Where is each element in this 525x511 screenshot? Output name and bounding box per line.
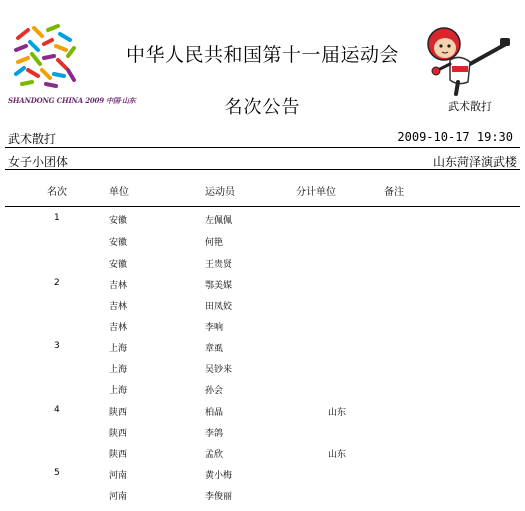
- table-row: [0, 383, 525, 405]
- unit-cell: 吉林: [109, 281, 128, 291]
- mascot-caption: 武术散打: [448, 100, 492, 113]
- athlete-cell: 左佩佩: [205, 216, 233, 226]
- unit-cell: 安徽: [109, 216, 128, 226]
- table-row: [0, 447, 525, 469]
- table-row: [0, 257, 525, 279]
- page-title: 中华人民共和国第十一届运动会: [125, 44, 399, 66]
- unit-cell: 河南: [109, 492, 128, 502]
- table-row: [0, 489, 525, 511]
- logo-caption: SHANDONG CHINA 2009 中国·山东: [8, 96, 136, 105]
- unit-cell: 陕西: [109, 429, 128, 439]
- table-row: [0, 213, 525, 235]
- column-header-remarks: 备注: [384, 187, 404, 198]
- athlete-cell: 何艳: [205, 238, 224, 248]
- athlete-cell: 吴钞来: [205, 365, 233, 375]
- rank-cell: 4: [54, 405, 60, 415]
- table-row: [0, 405, 525, 427]
- table-row: [0, 235, 525, 257]
- unit-cell: 上海: [109, 365, 128, 375]
- athlete-cell: 黄小梅: [205, 471, 233, 481]
- event-name: 武术散打: [8, 132, 57, 146]
- table-row: [0, 299, 525, 321]
- mascot-icon: [420, 20, 512, 96]
- sub-unit-cell: 山东: [328, 408, 347, 418]
- unit-cell: 安徽: [109, 260, 128, 270]
- unit-cell: 安徽: [109, 238, 128, 248]
- athlete-cell: 孙会: [205, 386, 224, 396]
- table-row: [0, 341, 525, 363]
- sub-unit-cell: 山东: [328, 450, 347, 460]
- column-header-sub-unit: 分计单位: [296, 187, 336, 198]
- rank-cell: 2: [54, 278, 60, 288]
- rank-cell: 3: [54, 341, 60, 351]
- unit-cell: 吉林: [109, 302, 128, 312]
- page-subtitle: 名次公告: [224, 97, 301, 118]
- unit-cell: 陕西: [109, 408, 128, 418]
- athlete-cell: 李鸽: [205, 429, 224, 439]
- unit-cell: 上海: [109, 344, 128, 354]
- column-header-unit: 单位: [109, 187, 129, 198]
- athlete-cell: 鄂美媒: [205, 281, 233, 291]
- event-datetime: 2009-10-17 19:30: [397, 130, 513, 144]
- rank-cell: 1: [54, 213, 60, 223]
- unit-cell: 上海: [109, 386, 128, 396]
- table-row: [0, 278, 525, 300]
- athlete-cell: 李响: [205, 323, 224, 333]
- athlete-cell: 王贵贤: [205, 260, 233, 270]
- divider: [5, 206, 520, 207]
- table-row: [0, 320, 525, 342]
- rank-cell: 5: [54, 468, 60, 478]
- divider: [5, 169, 520, 170]
- athlete-cell: 孟欣: [205, 450, 224, 460]
- athlete-cell: 柏晶: [205, 408, 224, 418]
- unit-cell: 河南: [109, 471, 128, 481]
- athlete-cell: 李俊丽: [205, 492, 233, 502]
- column-header-rank: 名次: [47, 187, 67, 198]
- divider: [5, 147, 520, 148]
- unit-cell: 吉林: [109, 323, 128, 333]
- unit-cell: 陕西: [109, 450, 128, 460]
- table-row: [0, 362, 525, 384]
- group-name: 女子小团体: [8, 155, 69, 169]
- column-header-athlete: 运动员: [205, 187, 235, 198]
- athlete-cell: 章虱: [205, 344, 224, 354]
- mascot-image: [420, 20, 512, 96]
- table-row: [0, 468, 525, 490]
- table-row: [0, 426, 525, 448]
- athlete-cell: 田凤姣: [205, 302, 233, 312]
- venue-name: 山东菏泽演武楼: [432, 155, 517, 169]
